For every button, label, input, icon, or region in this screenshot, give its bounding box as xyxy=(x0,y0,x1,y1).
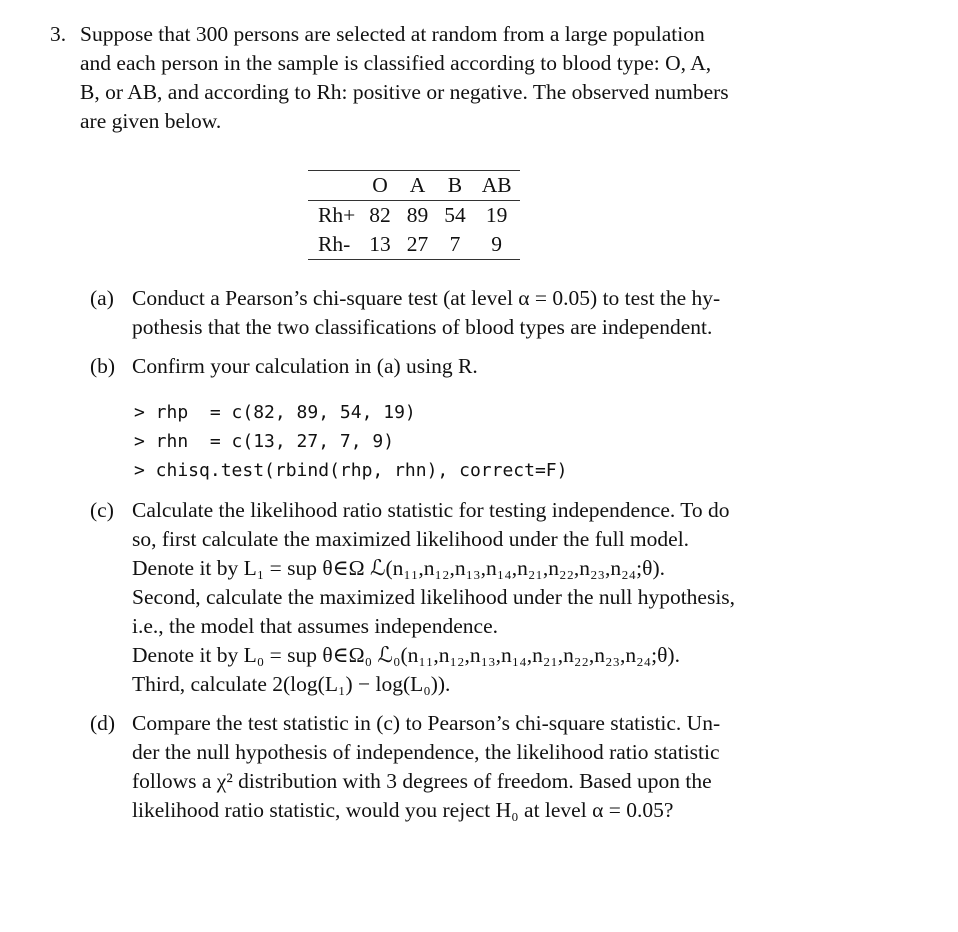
blood-type-table xyxy=(308,170,520,260)
problem-line: are given below. xyxy=(80,109,222,133)
r-code-block xyxy=(134,398,567,485)
part-line: Denote it by L₁ = sup θ∈Ω ℒ(n₁₁,n₁₂,n₁₃,n₁₄,n₂₁,n₂₂,n₂₃,n₂₄;θ). xyxy=(132,556,665,580)
table-header-cell xyxy=(308,171,361,201)
part-line: i.e., the model that assumes independence. xyxy=(132,614,498,638)
part-c xyxy=(90,496,810,699)
table-cell: 27 xyxy=(406,232,429,256)
part-line: Denote it by L₀ = sup θ∈Ω₀ ℒ₀(n₁₁,n₁₂,n₁₃,n₁₄,n₂₁,n₂₂,n₂₃,n₂₄;θ). xyxy=(132,643,680,667)
table-row xyxy=(308,230,520,260)
part-line: Second, calculate the maximized likelihood under the null hypothesis, xyxy=(132,585,736,609)
table-row xyxy=(308,201,520,231)
table-header-cell: O xyxy=(361,171,399,201)
code-line: > chisq.test(rbind(rhp, rhn), correct=F) xyxy=(134,460,568,481)
problem-line: and each person in the sample is classified according to blood type: O, A, xyxy=(80,51,712,75)
row-label: Rh+ xyxy=(318,203,356,227)
table-header-cell: B xyxy=(436,171,474,201)
table-cell: 89 xyxy=(406,203,429,227)
part-line: Confirm your calculation in (a) using R. xyxy=(132,354,478,378)
table-header-cell: AB xyxy=(474,171,520,201)
part-a xyxy=(90,284,810,342)
table-cell: 7 xyxy=(449,232,461,256)
table-cell: 19 xyxy=(485,203,508,227)
part-line: Calculate the likelihood ratio statistic for testing independence. To do xyxy=(132,498,730,522)
part-b xyxy=(90,352,810,381)
problem-number: 3. xyxy=(50,22,67,46)
table-header-row xyxy=(308,171,520,201)
table-cell: 9 xyxy=(491,232,503,256)
part-label: (c) xyxy=(90,498,114,522)
part-line: der the null hypothesis of independence, the likelihood ratio statistic xyxy=(132,740,720,764)
table-cell: 13 xyxy=(369,232,391,256)
part-line: Third, calculate 2(log(L₁) − log(L₀)). xyxy=(132,672,451,696)
row-label: Rh- xyxy=(318,232,351,256)
part-line: Compare the test statistic in (c) to Pearson’s chi-square statistic. Un- xyxy=(132,711,721,735)
part-line: Conduct a Pearson’s chi-square test (at level α = 0.05) to test the hy- xyxy=(132,286,721,310)
part-line: so, first calculate the maximized likelihood under the full model. xyxy=(132,527,690,551)
code-line: > rhp = c(82, 89, 54, 19) xyxy=(134,402,416,423)
part-line: likelihood ratio statistic, would you reject H₀ at level α = 0.05? xyxy=(132,798,674,822)
problem-statement xyxy=(50,20,810,136)
table-header-cell: A xyxy=(399,171,437,201)
table-cell: 54 xyxy=(444,203,466,227)
problem-line: Suppose that 300 persons are selected at random from a large population xyxy=(80,22,705,46)
problem-text xyxy=(80,20,810,136)
part-label: (d) xyxy=(90,711,116,735)
problem-line: B, or AB, and according to Rh: positive or negative. The observed numbers xyxy=(80,80,729,104)
part-line: pothesis that the two classifications of blood types are independent. xyxy=(132,315,713,339)
part-label: (a) xyxy=(90,286,114,310)
part-line: follows a χ² distribution with 3 degrees of freedom. Based upon the xyxy=(132,769,712,793)
part-label: (b) xyxy=(90,354,116,378)
code-line: > rhn = c(13, 27, 7, 9) xyxy=(134,431,395,452)
table-cell: 82 xyxy=(369,203,391,227)
part-d xyxy=(90,709,810,825)
